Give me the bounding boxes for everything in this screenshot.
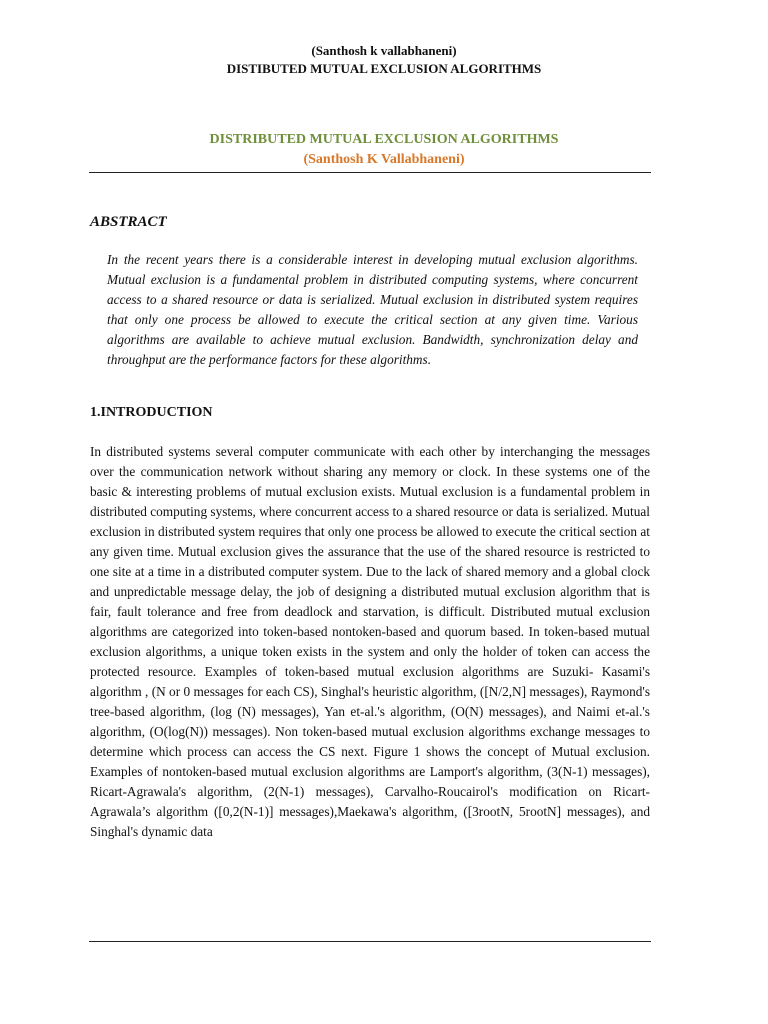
abstract-heading: ABSTRACT: [90, 214, 167, 230]
paper-title: DISTRIBUTED MUTUAL EXCLUSION ALGORITHMS: [209, 132, 559, 147]
header-divider: [89, 172, 651, 173]
abstract-body: In the recent years there is a considerable interest in developing mutual exclusion algorithms. Mutual exclusion is a fundamental problem in distributed computing systems, where concurrent access to a shared resource or data is serialized. Mutual exclusion in distributed system requires that only one process be allowed to execute the critical section at any given time. Various algorithms are available to achieve mutual exclusion. Bandwidth, synchronization delay and throughput are the performance factors for these algorithms.: [107, 252, 638, 367]
running-head-title: DISTIBUTED MUTUAL EXCLUSION ALGORITHMS: [226, 61, 542, 76]
running-head-author: (Santhosh k vallabhaneni): [311, 43, 457, 58]
introduction-body: In distributed systems several computer communicate with each other by interchanging the messages over the communication network without sharing any memory or clock. In these systems one of the basic & interesting problems of mutual exclusion exists. Mutual exclusion is a fundamental problem in distributed computing systems, where concurrent access to a shared resource or data is serialized. Mutual exclusion in distributed system requires that only one process be allowed to execute the critical section at any given time. Mutual exclusion gives the assurance that the use of the shared resource is restricted to one site at a time in a distributed computer system. Due to the lack of shared memory and a global clock and unpredictable message delay, the job of designing a distributed mutual exclusion algorithm that is fair, fault tolerance and free from deadlock and starvation, is difficult. Distributed mutual exclusion algorithms are categorized into token-based nontoken-based and quorum based. In token-based mutual exclusion algorithms, a unique token exists in the system and only the holder of token can access the protected resource. Examples of token-based mutual exclusion algorithms are Suzuki- Kasami's algorithm , (N or 0 messages for each CS), Singhal's heuristic algorithm, ([N/2,N] messages), Raymond's tree-based algorithm, (log (N) messages), Yan et-al.'s algorithm, (O(N) messages), and Naimi et-al.'s algorithm, (O(log(N)) messages). Non token-based mutual exclusion algorithms exchange messages to determine which process can access the CS next. Figure 1 shows the concept of Mutual exclusion. Examples of nontoken-based mutual exclusion algorithms are Lamport's algorithm, (3(N-1) messages), Ricart-Agrawala's algorithm, (2(N-1) messages), Carvalho-Roucairol's modification on Ricart-Agrawala’s algorithm ([0,2(N-1)] messages),Maekawa's algorithm, ([3rootN, 5rootN] messages), and Singhal's dynamic data: [90, 444, 650, 839]
introduction-heading: 1.INTRODUCTION: [90, 405, 213, 420]
footer-divider: [89, 941, 651, 942]
paper-author: (Santhosh K Vallabhaneni): [303, 152, 465, 167]
